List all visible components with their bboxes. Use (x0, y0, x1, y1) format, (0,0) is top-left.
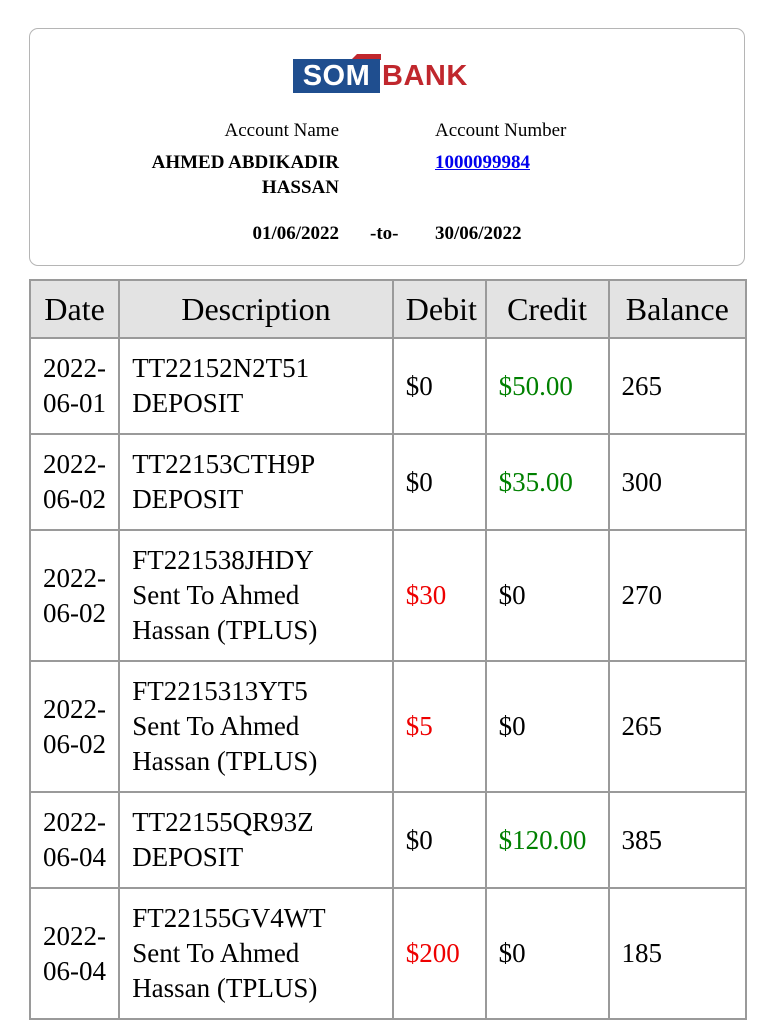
header-description: Description (119, 280, 393, 338)
account-number-link[interactable]: 1000099984 (435, 152, 530, 173)
table-row (30, 530, 746, 661)
cell-ref: TT22155QR93Z (132, 807, 314, 837)
cell-ref: FT221538JHDY (132, 545, 314, 575)
cell-ref: TT22153CTH9P (132, 449, 316, 479)
period-separator: -to- (370, 223, 399, 244)
cell-date: 2022-06-04 (30, 888, 119, 1019)
cell-description (119, 661, 393, 792)
header-date: Date (30, 280, 119, 338)
cell-description (119, 530, 393, 661)
cell-balance: 265 (609, 661, 746, 792)
sombank-logo (293, 56, 488, 100)
cell-desc-text: Sent To Ahmed Hassan (TPLUS) (132, 580, 318, 645)
cell-date: 2022-06-02 (30, 661, 119, 792)
cell-date: 2022-06-02 (30, 530, 119, 661)
cell-description (119, 792, 393, 888)
cell-debit: $5 (393, 661, 486, 792)
account-name-value: AHMED ABDIKADIR HASSAN (151, 152, 339, 198)
table-header-row (30, 280, 746, 338)
cell-balance: 270 (609, 530, 746, 661)
cell-balance: 265 (609, 338, 746, 434)
period-from-date: 01/06/2022 (252, 223, 339, 244)
cell-description (119, 434, 393, 530)
table-row (30, 434, 746, 530)
cell-ref: FT2215313YT5 (132, 676, 308, 706)
period-to-date: 30/06/2022 (435, 223, 522, 244)
table-row (30, 338, 746, 434)
cell-debit: $30 (393, 530, 486, 661)
transactions-table (29, 279, 747, 1020)
header-balance: Balance (609, 280, 746, 338)
cell-credit: $0 (486, 888, 609, 1019)
cell-desc-text: DEPOSIT (132, 484, 244, 514)
cell-desc-text: DEPOSIT (132, 842, 244, 872)
cell-description (119, 338, 393, 434)
cell-desc-text: Sent To Ahmed Hassan (TPLUS) (132, 938, 318, 1003)
cell-credit: $0 (486, 661, 609, 792)
cell-desc-text: DEPOSIT (132, 388, 244, 418)
cell-debit: $0 (393, 792, 486, 888)
cell-credit: $50.00 (486, 338, 609, 434)
cell-credit: $35.00 (486, 434, 609, 530)
cell-desc-text: Sent To Ahmed Hassan (TPLUS) (132, 711, 318, 776)
cell-credit: $120.00 (486, 792, 609, 888)
cell-debit: $0 (393, 338, 486, 434)
cell-balance: 300 (609, 434, 746, 530)
cell-balance: 185 (609, 888, 746, 1019)
cell-ref: FT22155GV4WT (132, 903, 326, 933)
table-row (30, 661, 746, 792)
account-name-label: Account Name (224, 120, 339, 141)
header-debit: Debit (393, 280, 486, 338)
logo-som-text: SOM (293, 59, 380, 93)
account-header-card (29, 28, 745, 266)
table-row (30, 888, 746, 1019)
account-number-label: Account Number (435, 120, 567, 141)
cell-balance: 385 (609, 792, 746, 888)
header-credit: Credit (486, 280, 609, 338)
logo-bank-text: BANK (382, 60, 468, 92)
cell-debit: $0 (393, 434, 486, 530)
cell-date: 2022-06-04 (30, 792, 119, 888)
cell-ref: TT22152N2T51 (132, 353, 310, 383)
cell-date: 2022-06-01 (30, 338, 119, 434)
cell-date: 2022-06-02 (30, 434, 119, 530)
cell-debit: $200 (393, 888, 486, 1019)
table-row (30, 792, 746, 888)
cell-description (119, 888, 393, 1019)
cell-credit: $0 (486, 530, 609, 661)
